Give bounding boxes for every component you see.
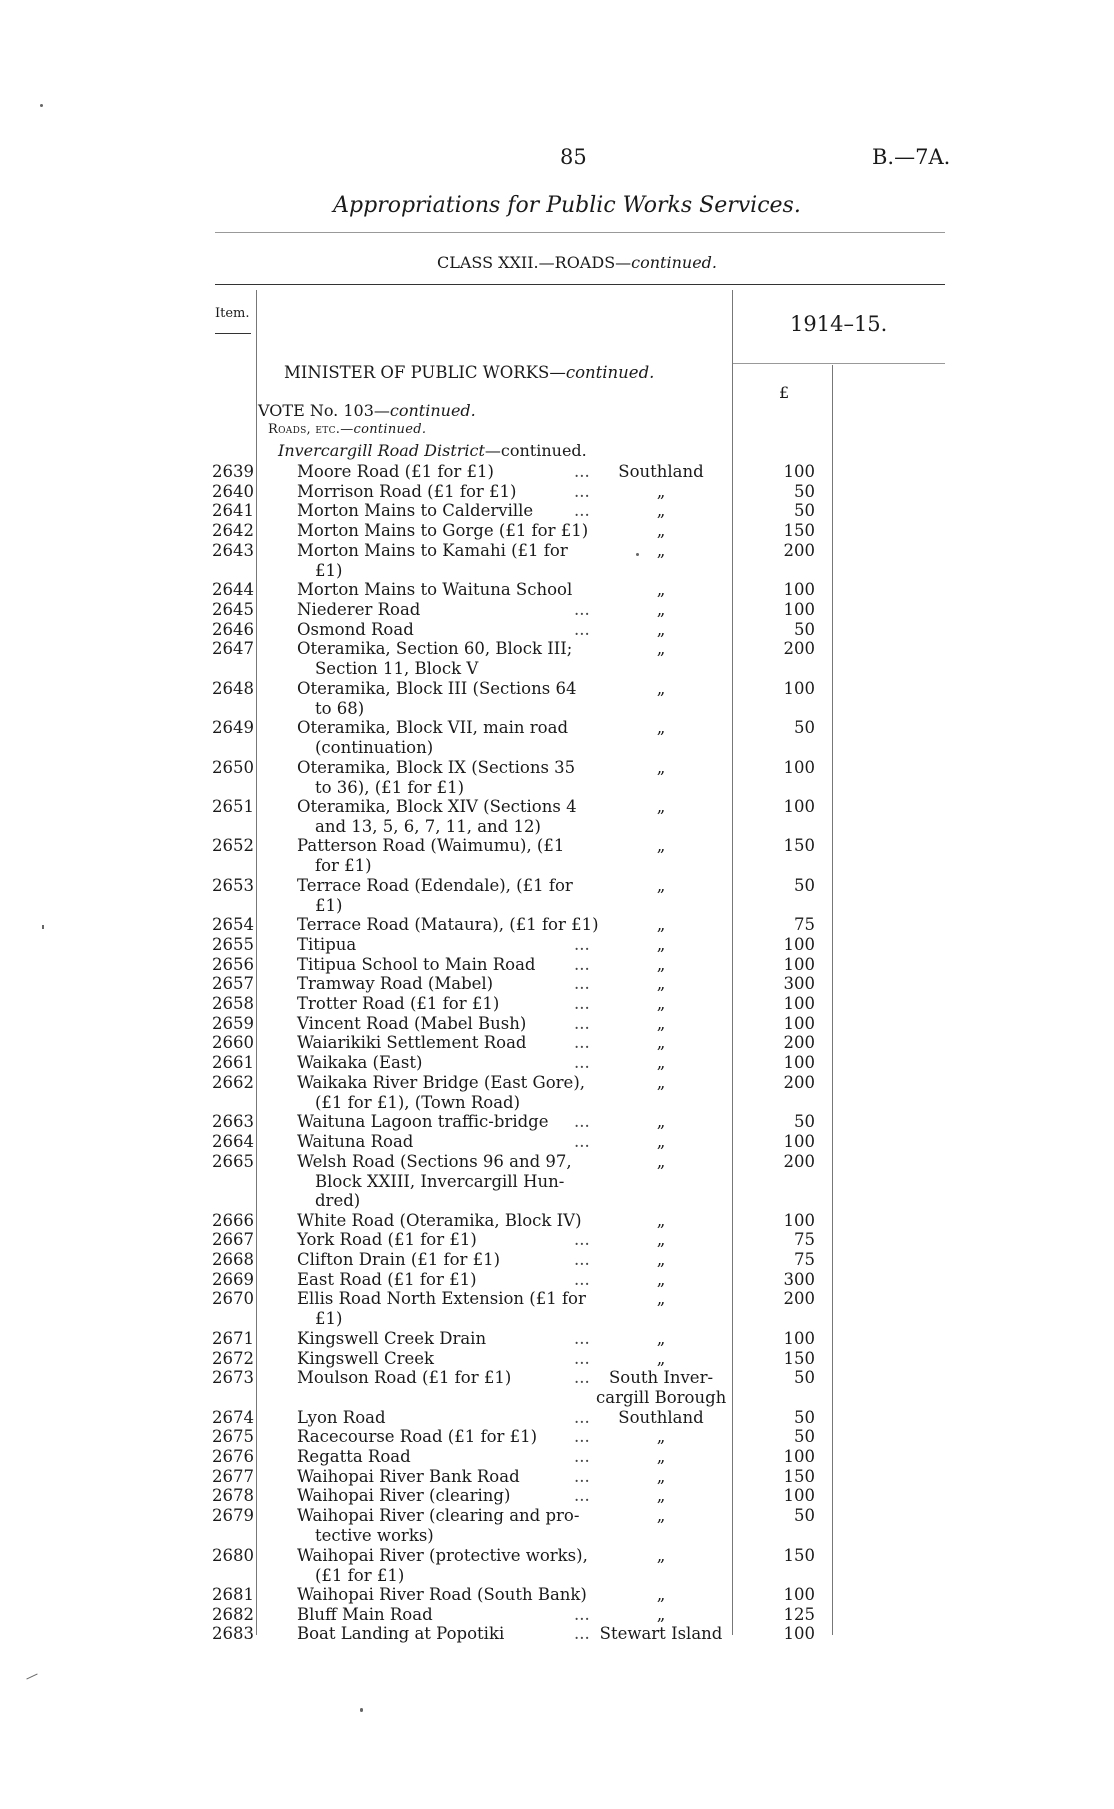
- vote-heading: [258, 401, 476, 420]
- description-line: Section 11, Block V: [315, 658, 479, 678]
- item-description: [297, 1132, 597, 1152]
- item-number: 2670: [212, 1289, 254, 1308]
- item-number: 2671: [212, 1329, 254, 1348]
- item-description: [297, 876, 597, 915]
- district-continued: —continued.: [484, 441, 587, 460]
- item-number: 2644: [212, 580, 254, 599]
- item-number: 2675: [212, 1427, 254, 1446]
- item-number: 2660: [212, 1033, 254, 1052]
- description-line: and 13, 5, 6, 7, 11, and 12): [315, 816, 541, 836]
- header-top-rule: [215, 284, 945, 285]
- item-number: 2662: [212, 1073, 254, 1092]
- leader-dots: ...: [574, 1486, 590, 1505]
- title-rule: [215, 232, 945, 233]
- leader-dots: ...: [574, 1447, 590, 1466]
- description-line: Clifton Drain (£1 for £1): [297, 1250, 501, 1269]
- amount: 75: [794, 1230, 815, 1249]
- description-line: Lyon Road: [297, 1408, 386, 1427]
- item-number: 2678: [212, 1486, 254, 1505]
- item-description: [297, 1152, 597, 1211]
- item-description: [297, 600, 597, 620]
- amount: 100: [783, 1329, 815, 1348]
- item-description: [297, 1427, 597, 1447]
- description-line: £1): [315, 895, 343, 915]
- description-line: Waihopai River (protective works),: [297, 1546, 588, 1565]
- item-number: 2655: [212, 935, 254, 954]
- item-description: [297, 1053, 597, 1073]
- location: „: [656, 1152, 666, 1171]
- description-line: Waikaka (East): [297, 1053, 423, 1072]
- item-description: [297, 620, 597, 640]
- item-number: 2641: [212, 501, 254, 520]
- class-heading-main: CLASS XXII.—ROADS—: [436, 253, 632, 272]
- leader-dots: ...: [574, 1349, 590, 1368]
- description-line: Kingswell Creek Drain: [297, 1329, 487, 1348]
- amount: 200: [783, 1073, 815, 1092]
- item-description: [297, 797, 597, 836]
- description-line: £1): [315, 560, 343, 580]
- description-line: (continuation): [315, 737, 434, 757]
- item-description: [297, 482, 597, 502]
- leader-dots: ...: [574, 1270, 590, 1289]
- amount: 100: [783, 462, 815, 481]
- leader-dots: ...: [574, 974, 590, 993]
- amount: 50: [794, 501, 815, 520]
- amount: 100: [783, 1211, 815, 1230]
- description-column-rule: [732, 290, 733, 1635]
- amount: 200: [783, 1152, 815, 1171]
- leader-dots: ...: [574, 1014, 590, 1033]
- description-line: East Road (£1 for £1): [297, 1270, 477, 1289]
- amount: 300: [783, 1270, 815, 1289]
- item-description: [297, 1073, 597, 1112]
- description-line: White Road (Oteramika, Block IV): [297, 1211, 582, 1230]
- description-line: Morton Mains to Kamahi (£1 for: [297, 541, 568, 560]
- amount: 50: [794, 1506, 815, 1525]
- roads-heading: [268, 422, 426, 437]
- leader-dots: ...: [574, 1368, 590, 1387]
- item-number: 2657: [212, 974, 254, 993]
- item-number: 2640: [212, 482, 254, 501]
- amount: 50: [794, 620, 815, 639]
- description-line: Titipua: [297, 935, 357, 954]
- location: „: [656, 1289, 666, 1308]
- item-number: 2659: [212, 1014, 254, 1033]
- amount: 300: [783, 974, 815, 993]
- description-line: Morrison Road (£1 for £1): [297, 482, 517, 501]
- location: „: [656, 797, 666, 816]
- description-line: Titipua School to Main Road: [297, 955, 536, 974]
- amount: 100: [783, 679, 815, 698]
- amount: 150: [783, 1467, 815, 1486]
- item-number: 2681: [212, 1585, 254, 1604]
- description-line: Morton Mains to Gorge (£1 for £1): [297, 521, 589, 540]
- amount: 100: [783, 1053, 815, 1072]
- location: „: [656, 1033, 666, 1052]
- description-line: Kingswell Creek: [297, 1349, 434, 1368]
- roads-main: Roads, etc.—: [268, 422, 354, 437]
- description-line: Waituna Road: [297, 1132, 414, 1151]
- amount: 200: [783, 1289, 815, 1308]
- item-number: 2648: [212, 679, 254, 698]
- amount: 50: [794, 718, 815, 737]
- amount: 150: [783, 1546, 815, 1565]
- location: „: [656, 955, 666, 974]
- district-heading: [278, 441, 587, 460]
- item-description: [297, 1585, 597, 1605]
- pound-symbol: £: [779, 383, 790, 402]
- location: „: [656, 639, 666, 658]
- description-line: £1): [315, 1308, 343, 1328]
- location: „: [656, 1546, 666, 1565]
- item-number: 2666: [212, 1211, 254, 1230]
- amount: 75: [794, 1250, 815, 1269]
- item-description: [297, 1447, 597, 1467]
- amount: 50: [794, 876, 815, 895]
- leader-dots: ...: [574, 1467, 590, 1486]
- item-number: 2643: [212, 541, 254, 560]
- year-underline: [733, 363, 945, 364]
- amount: 100: [783, 797, 815, 816]
- location: „: [656, 482, 666, 501]
- leader-dots: ...: [574, 1053, 590, 1072]
- description-line: Bluff Main Road: [297, 1605, 433, 1624]
- location: „: [656, 1053, 666, 1072]
- description-line: Morton Mains to Waituna School: [297, 580, 573, 599]
- location: South Inver- cargill Borough: [596, 1368, 727, 1407]
- minister-main: MINISTER OF PUBLIC WORKS—: [284, 363, 566, 382]
- item-number: 2656: [212, 955, 254, 974]
- minister-heading: [284, 363, 654, 382]
- description-line: York Road (£1 for £1): [297, 1230, 477, 1249]
- description-line: Oteramika, Section 60, Block III;: [297, 639, 573, 658]
- scan-speck: [360, 1708, 363, 1712]
- amount: 100: [783, 955, 815, 974]
- leader-dots: ...: [574, 1624, 590, 1643]
- leader-dots: ...: [574, 1132, 590, 1151]
- description-line: to 68): [315, 698, 365, 718]
- vote-main: VOTE No. 103—: [258, 401, 390, 420]
- item-description: [297, 1112, 597, 1132]
- location: „: [656, 915, 666, 934]
- amount: 200: [783, 1033, 815, 1052]
- item-number: 2667: [212, 1230, 254, 1249]
- description-line: Vincent Road (Mabel Bush): [297, 1014, 527, 1033]
- item-description: [297, 580, 597, 600]
- item-underline: [215, 333, 251, 334]
- location: „: [656, 1014, 666, 1033]
- amount: 100: [783, 580, 815, 599]
- location: „: [656, 718, 666, 737]
- description-line: Oteramika, Block VII, main road: [297, 718, 569, 737]
- amount: 50: [794, 1112, 815, 1131]
- leader-dots: ...: [574, 1230, 590, 1249]
- location: „: [656, 836, 666, 855]
- item-description: [297, 1486, 597, 1506]
- item-description: [297, 639, 597, 678]
- item-column-label: Item.: [215, 306, 250, 321]
- item-description: [297, 758, 597, 797]
- location: Stewart Island: [599, 1624, 723, 1643]
- leader-dots: ...: [574, 600, 590, 619]
- location: „: [656, 974, 666, 993]
- item-number: 2652: [212, 836, 254, 855]
- description-line: Patterson Road (Waimumu), (£1: [297, 836, 565, 855]
- leader-dots: ...: [574, 1112, 590, 1131]
- description-line: Boat Landing at Popotiki: [297, 1624, 505, 1643]
- amount: 50: [794, 1427, 815, 1446]
- description-line: to 36), (£1 for £1): [315, 777, 465, 797]
- location: „: [656, 1605, 666, 1624]
- amount: 100: [783, 600, 815, 619]
- item-description: [297, 1605, 597, 1625]
- location: „: [656, 679, 666, 698]
- item-number: 2654: [212, 915, 254, 934]
- item-number: 2639: [212, 462, 254, 481]
- item-number: 2673: [212, 1368, 254, 1387]
- location: „: [656, 876, 666, 895]
- item-number: 2646: [212, 620, 254, 639]
- item-number: 2679: [212, 1506, 254, 1525]
- leader-dots: ...: [574, 1427, 590, 1446]
- item-number: 2642: [212, 521, 254, 540]
- document-reference: B.—7A.: [872, 145, 951, 169]
- item-description: [297, 462, 597, 482]
- page-number: 85: [560, 145, 587, 169]
- item-number: 2658: [212, 994, 254, 1013]
- item-description: [297, 1408, 597, 1428]
- amount-column-rule: [832, 365, 833, 1635]
- location: „: [656, 1073, 666, 1092]
- leader-dots: ...: [574, 1250, 590, 1269]
- description-line: Terrace Road (Edendale), (£1 for: [297, 876, 573, 895]
- item-description: [297, 955, 597, 975]
- item-number: 2677: [212, 1467, 254, 1486]
- leader-dots: ...: [574, 994, 590, 1013]
- item-description: [297, 1349, 597, 1369]
- description-line: Regatta Road: [297, 1447, 411, 1466]
- description-line: Moore Road (£1 for £1): [297, 462, 494, 481]
- item-description: [297, 1270, 597, 1290]
- year-column-label: 1914–15.: [790, 312, 888, 336]
- description-line: Waikaka River Bridge (East Gore),: [297, 1073, 586, 1092]
- description-line: Niederer Road: [297, 600, 421, 619]
- location: „: [656, 1211, 666, 1230]
- item-number: 2668: [212, 1250, 254, 1269]
- leader-dots: ...: [574, 1605, 590, 1624]
- description-line: (£1 for £1): [315, 1565, 405, 1585]
- amount: 200: [783, 541, 815, 560]
- amount: 125: [783, 1605, 815, 1624]
- location: „: [656, 1427, 666, 1446]
- description-line: Waihopai River Road (South Bank): [297, 1585, 587, 1604]
- item-number: 2663: [212, 1112, 254, 1131]
- amount: 50: [794, 482, 815, 501]
- item-number: 2674: [212, 1408, 254, 1427]
- item-number: 2680: [212, 1546, 254, 1565]
- vote-continued: continued.: [389, 401, 476, 420]
- description-line: Waihopai River (clearing and pro-: [297, 1506, 580, 1525]
- item-number: 2682: [212, 1605, 254, 1624]
- item-description: [297, 501, 597, 521]
- leader-dots: ...: [574, 1033, 590, 1052]
- item-number: 2676: [212, 1447, 254, 1466]
- location: „: [656, 994, 666, 1013]
- item-number: 2645: [212, 600, 254, 619]
- amount: 100: [783, 758, 815, 777]
- item-description: [297, 1033, 597, 1053]
- item-number: 2683: [212, 1624, 254, 1643]
- item-description: [297, 521, 597, 541]
- amount: 100: [783, 1132, 815, 1151]
- item-description: [297, 1289, 597, 1328]
- item-description: [297, 994, 597, 1014]
- item-description: [297, 1230, 597, 1250]
- item-number: 2665: [212, 1152, 254, 1171]
- amount: 100: [783, 1585, 815, 1604]
- item-description: [297, 836, 597, 875]
- amount: 50: [794, 1408, 815, 1427]
- amount: 150: [783, 836, 815, 855]
- item-description: [297, 1506, 597, 1545]
- item-description: [297, 1329, 597, 1349]
- location: „: [656, 1270, 666, 1289]
- item-description: [297, 974, 597, 994]
- item-description: [297, 1368, 597, 1388]
- leader-dots: ...: [574, 620, 590, 639]
- scan-speck: [26, 1674, 37, 1680]
- description-line: Block XXIII, Invercargill Hun-: [315, 1171, 565, 1191]
- location: „: [656, 501, 666, 520]
- leader-dots: ...: [574, 935, 590, 954]
- leader-dots: ...: [574, 1408, 590, 1427]
- item-number: 2649: [212, 718, 254, 737]
- location: „: [656, 758, 666, 777]
- amount: 75: [794, 915, 815, 934]
- item-description: [297, 679, 597, 718]
- location: „: [656, 935, 666, 954]
- leader-dots: ...: [574, 955, 590, 974]
- location: „: [656, 620, 666, 639]
- item-number: 2664: [212, 1132, 254, 1151]
- item-description: [297, 1467, 597, 1487]
- location: „: [656, 1250, 666, 1269]
- leader-dots: ...: [574, 482, 590, 501]
- location: „: [656, 1329, 666, 1348]
- location: „: [656, 541, 666, 560]
- location: „: [656, 1585, 666, 1604]
- location: „: [656, 1349, 666, 1368]
- location: „: [656, 1132, 666, 1151]
- location: „: [656, 1486, 666, 1505]
- amount: 100: [783, 1624, 815, 1643]
- scan-speck: [40, 104, 43, 107]
- location: „: [656, 1506, 666, 1525]
- location: Southland: [618, 1408, 704, 1427]
- amount: 100: [783, 1447, 815, 1466]
- description-line: Tramway Road (Mabel): [297, 974, 494, 993]
- location: „: [656, 1447, 666, 1466]
- item-description: [297, 935, 597, 955]
- district-main: Invercargill Road District: [278, 441, 485, 460]
- location: Southland: [618, 462, 704, 481]
- item-number: 2653: [212, 876, 254, 895]
- location: „: [656, 600, 666, 619]
- class-heading: [0, 253, 1114, 272]
- roads-continued: continued.: [353, 422, 427, 437]
- leader-dots: ...: [574, 1329, 590, 1348]
- amount: 100: [783, 935, 815, 954]
- minister-continued: continued.: [565, 363, 655, 382]
- amount: 150: [783, 1349, 815, 1368]
- description-line: Welsh Road (Sections 96 and 97,: [297, 1152, 572, 1171]
- amount: 200: [783, 639, 815, 658]
- scan-speck: [636, 553, 639, 556]
- location: „: [656, 1112, 666, 1131]
- item-description: [297, 1250, 597, 1270]
- description-line: Ellis Road North Extension (£1 for: [297, 1289, 586, 1308]
- amount: 150: [783, 521, 815, 540]
- item-description: [297, 718, 597, 757]
- description-line: Oteramika, Block IX (Sections 35: [297, 758, 576, 777]
- description-line: Trotter Road (£1 for £1): [297, 994, 500, 1013]
- description-line: Oteramika, Block III (Sections 64: [297, 679, 577, 698]
- description-line: tective works): [315, 1525, 434, 1545]
- amount: 100: [783, 994, 815, 1013]
- description-line: Terrace Road (Mataura), (£1 for £1): [297, 915, 599, 934]
- description-line: Waiarikiki Settlement Road: [297, 1033, 527, 1052]
- description-line: Waihopai River (clearing): [297, 1486, 511, 1505]
- description-line: Waihopai River Bank Road: [297, 1467, 520, 1486]
- scan-speck: [42, 925, 44, 929]
- item-description: [297, 1211, 597, 1231]
- item-number: 2669: [212, 1270, 254, 1289]
- description-line: Oteramika, Block XIV (Sections 4: [297, 797, 577, 816]
- description-line: Racecourse Road (£1 for £1): [297, 1427, 538, 1446]
- location: „: [656, 1467, 666, 1486]
- amount: 100: [783, 1486, 815, 1505]
- location: „: [656, 1230, 666, 1249]
- page-title: Appropriations for Public Works Services.: [333, 193, 801, 218]
- description-line: for £1): [315, 855, 372, 875]
- class-heading-continued: continued.: [631, 253, 718, 272]
- description-line: Moulson Road (£1 for £1): [297, 1368, 512, 1387]
- item-description: [297, 1624, 597, 1644]
- leader-dots: ...: [574, 462, 590, 481]
- location: „: [656, 580, 666, 599]
- item-number: 2647: [212, 639, 254, 658]
- description-line: Osmond Road: [297, 620, 414, 639]
- item-description: [297, 915, 597, 935]
- item-number: 2650: [212, 758, 254, 777]
- item-number: 2661: [212, 1053, 254, 1072]
- amount: 100: [783, 1014, 815, 1033]
- description-line: Waituna Lagoon traffic-bridge: [297, 1112, 549, 1131]
- item-description: [297, 1546, 597, 1585]
- item-column-rule: [256, 290, 257, 1635]
- item-number: 2651: [212, 797, 254, 816]
- description-line: Morton Mains to Calderville: [297, 501, 534, 520]
- item-number: 2672: [212, 1349, 254, 1368]
- leader-dots: ...: [574, 501, 590, 520]
- location: „: [656, 521, 666, 540]
- amount: 50: [794, 1368, 815, 1387]
- description-line: dred): [315, 1191, 361, 1211]
- item-description: [297, 1014, 597, 1034]
- item-description: [297, 541, 597, 580]
- description-line: (£1 for £1), (Town Road): [315, 1092, 521, 1112]
